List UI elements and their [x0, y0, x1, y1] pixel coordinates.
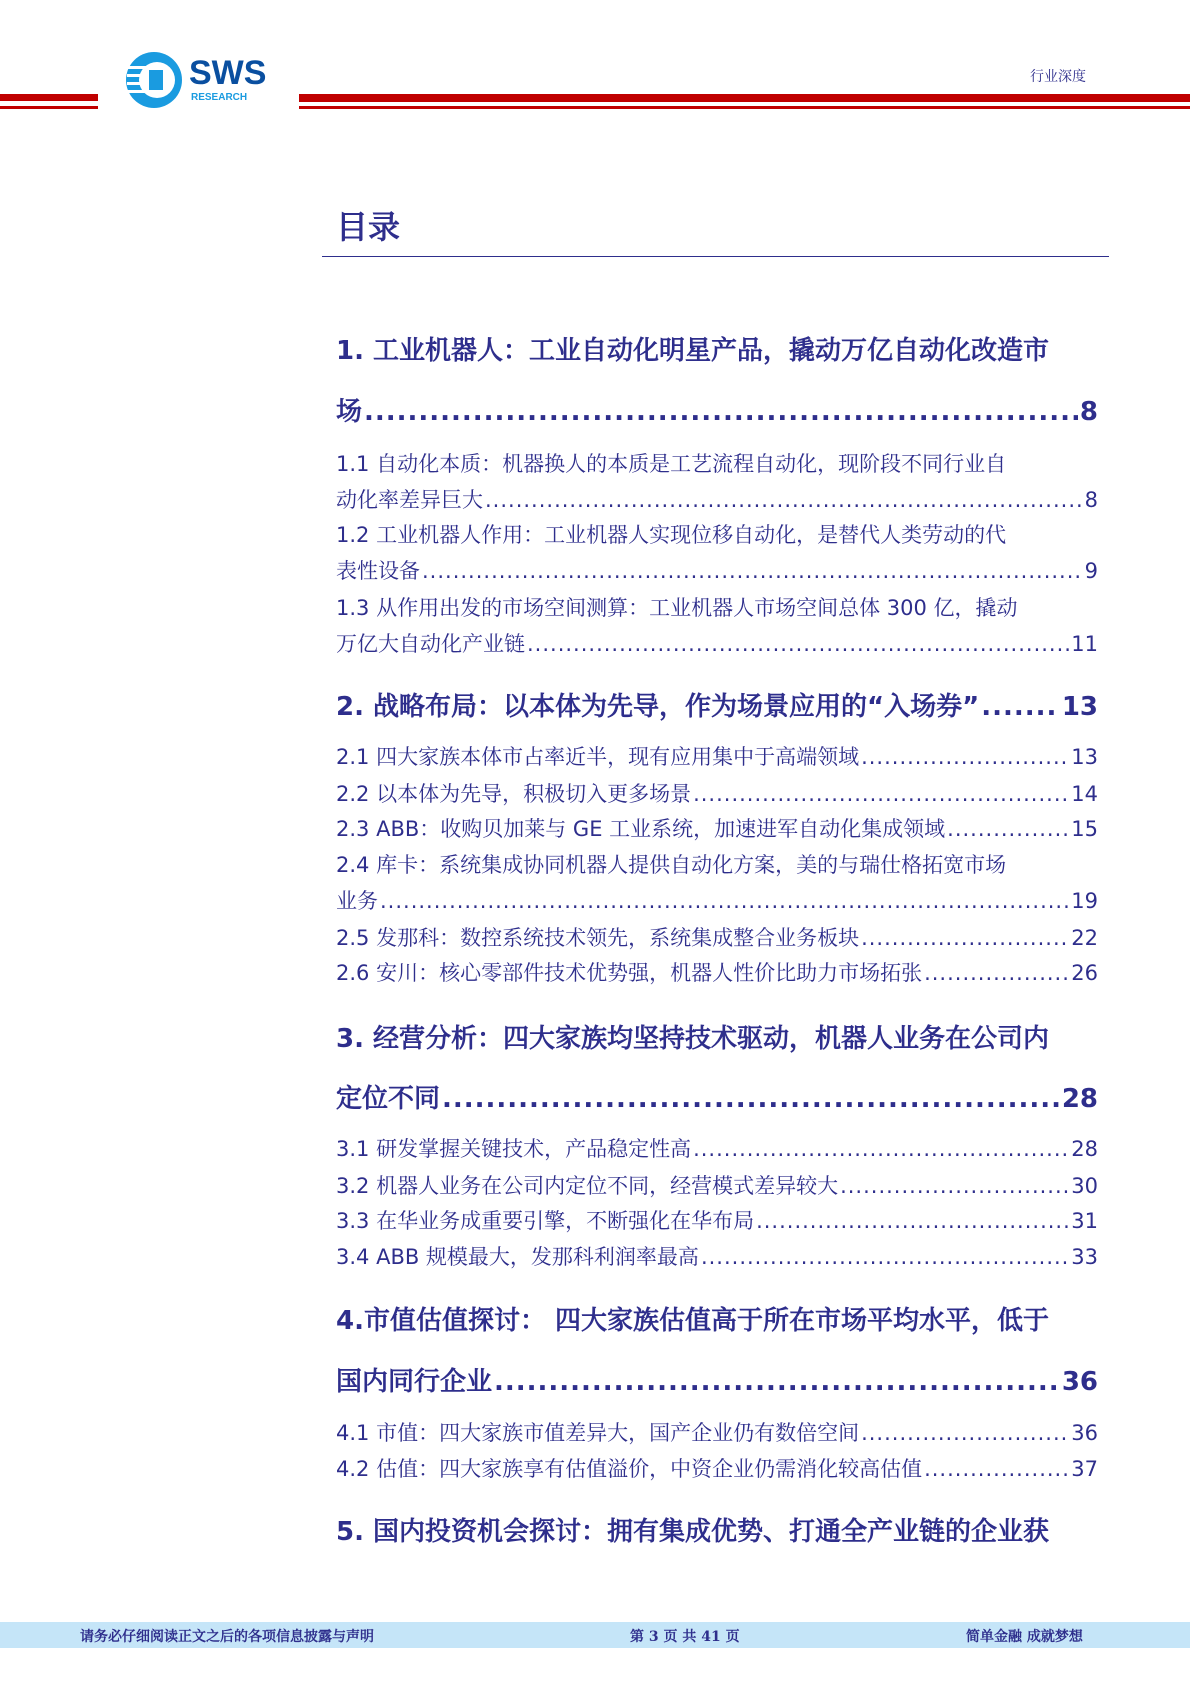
toc-entry[interactable] [336, 1205, 1098, 1235]
toc-entry-title: 1. 工业机器人：工业自动化明星产品，撬动万亿自动化改造市 [336, 336, 1050, 366]
toc-entry-title: 3. 经营分析：四大家族均坚持技术驱动，机器人业务在公司内 [336, 1024, 1050, 1054]
toc-page-number: 9 [1084, 559, 1098, 583]
toc-entry[interactable] [336, 741, 1098, 771]
toc-entry[interactable] [336, 813, 1098, 843]
toc-entry-title: 2.4 库卡：系统集成协同机器人提供自动化方案，美的与瑞仕格拓宽市场 [336, 853, 1007, 877]
toc-entry-title: 4.1 市值：四大家族市值差异大，国产企业仍有数倍空间 [336, 1421, 860, 1445]
footer-page-info: 第 3 页 共 41 页 [630, 1629, 740, 1645]
toc-entry[interactable] [336, 686, 1098, 726]
footer-slogan: 简单金融 成就梦想 [966, 1629, 1083, 1645]
toc-entry-title: 动化率差异巨大 [336, 488, 483, 512]
dot-leader [840, 1174, 1069, 1198]
toc-page-number: 8 [1084, 488, 1098, 512]
toc-entry-title: 场 [336, 397, 363, 427]
toc-entry-title: 万亿大自动化产业链 [336, 632, 525, 656]
toc-entry[interactable] [336, 1078, 1098, 1118]
toc-page-number: 13 [1071, 745, 1098, 769]
dot-leader [981, 692, 1060, 722]
toc-page-number: 28 [1071, 1137, 1098, 1161]
toc-entry-title: 4.市值估值探讨： 四大家族估值高于所在市场平均水平，低于 [336, 1306, 1050, 1336]
toc-page-number: 11 [1071, 632, 1098, 656]
dot-leader [380, 889, 1069, 913]
toc-page-number: 33 [1071, 1245, 1098, 1269]
toc-entry-title: 2.5 发那科：数控系统技术领先，系统集成整合业务板块 [336, 926, 860, 950]
header-bar-left-thin [0, 106, 98, 109]
dot-leader [494, 1367, 1060, 1397]
dot-leader [422, 559, 1083, 583]
toc-entry[interactable] [336, 1361, 1098, 1401]
toc-entry[interactable] [336, 922, 1098, 952]
toc-entry[interactable] [336, 391, 1098, 431]
dot-leader [442, 1084, 1060, 1114]
toc-entry-line[interactable] [336, 519, 1098, 549]
toc-entry-title: 3.2 机器人业务在公司内定位不同，经营模式差异较大 [336, 1174, 839, 1198]
toc-entry[interactable] [336, 1453, 1098, 1483]
dot-leader [701, 1245, 1069, 1269]
toc-page-number: 36 [1071, 1421, 1098, 1445]
toc-page-number: 31 [1071, 1209, 1098, 1233]
toc-title: 目录 [336, 208, 401, 246]
logo-subtext: RESEARCH [191, 92, 248, 103]
dot-leader [364, 397, 1078, 427]
toc-entry-title: 定位不同 [336, 1084, 441, 1114]
logo-text: SWS [189, 54, 267, 92]
toc-entry-title: 5. 国内投资机会探讨：拥有集成优势、打通全产业链的企业获 [336, 1517, 1050, 1547]
dot-leader [693, 782, 1069, 806]
toc-page-number: 22 [1071, 926, 1098, 950]
toc-entry[interactable] [336, 1511, 1098, 1551]
toc-entry-title: 3.3 在华业务成重要引擎，不断强化在华布局 [336, 1209, 755, 1233]
toc-entry-title: 2.2 以本体为先导，积极切入更多场景 [336, 782, 692, 806]
toc-entry-title: 4.2 估值：四大家族享有估值溢价，中资企业仍需消化较高估值 [336, 1457, 923, 1481]
dot-leader [947, 817, 1069, 841]
header-bar-right-thick [299, 94, 1190, 102]
toc-entry-title: 1.1 自动化本质：机器换人的本质是工艺流程自动化，现阶段不同行业自 [336, 452, 1007, 476]
toc-entry[interactable] [336, 1133, 1098, 1163]
toc-entry-line[interactable] [336, 330, 1098, 370]
dot-leader [861, 926, 1069, 950]
dot-leader [527, 632, 1069, 656]
toc-entry-title: 3.1 研发掌握关键技术，产品稳定性高 [336, 1137, 692, 1161]
dot-leader [756, 1209, 1069, 1233]
toc-entry[interactable] [336, 555, 1098, 585]
toc-entry-title: 3.4 ABB 规模最大，发那科利润率最高 [336, 1245, 699, 1269]
toc-entry-line[interactable] [336, 849, 1098, 879]
toc-entry-title: 国内同行企业 [336, 1367, 493, 1397]
toc-entry[interactable] [336, 484, 1098, 514]
toc-entry-title: 1.3 从作用出发的市场空间测算：工业机器人市场空间总体 300 亿，撬动 [336, 596, 1018, 620]
toc-page-number: 15 [1071, 817, 1098, 841]
toc-entry[interactable] [336, 1241, 1098, 1271]
dot-leader [924, 961, 1069, 985]
dot-leader [861, 1421, 1069, 1445]
header-bar-left-thick [0, 94, 98, 101]
toc-entry-title: 业务 [336, 889, 378, 913]
toc-entry[interactable] [336, 628, 1098, 658]
toc-entry-title: 2.3 ABB：收购贝加莱与 GE 工业系统，加速进军自动化集成领域 [336, 817, 946, 841]
toc-entry[interactable] [336, 778, 1098, 808]
toc-page-number: 37 [1071, 1457, 1098, 1481]
toc-page-number: 36 [1061, 1367, 1098, 1397]
sws-logo [125, 50, 275, 110]
toc-entry-title: 表性设备 [336, 559, 420, 583]
toc-entry-title: 2. 战略布局：以本体为先导，作为场景应用的“入场券” [336, 692, 980, 722]
toc-entry[interactable] [336, 1170, 1098, 1200]
toc-entry-title: 1.2 工业机器人作用：工业机器人实现位移自动化，是替代人类劳动的代 [336, 523, 1007, 547]
toc-entry-title: 2.1 四大家族本体市占率近半，现有应用集中于高端领域 [336, 745, 860, 769]
toc-entry-title: 2.6 安川：核心零部件技术优势强，机器人性价比助力市场拓张 [336, 961, 923, 985]
toc-entry[interactable] [336, 957, 1098, 987]
toc-entry-line[interactable] [336, 592, 1098, 622]
dot-leader [924, 1457, 1069, 1481]
dot-leader [861, 745, 1069, 769]
toc-page-number: 13 [1061, 692, 1098, 722]
toc-page-number: 19 [1071, 889, 1098, 913]
footer-disclaimer: 请务必仔细阅读正文之后的各项信息披露与声明 [80, 1629, 374, 1645]
header-bar-right-thin [299, 106, 1190, 109]
toc-page-number: 26 [1071, 961, 1098, 985]
toc-entry-line[interactable] [336, 448, 1098, 478]
footer-bar [0, 1622, 1190, 1648]
dot-leader [693, 1137, 1069, 1161]
toc-entry-line[interactable] [336, 1018, 1098, 1058]
toc-page-number: 30 [1071, 1174, 1098, 1198]
toc-page-number: 8 [1079, 397, 1098, 427]
toc-entry[interactable] [336, 885, 1098, 915]
toc-page-number: 14 [1071, 782, 1098, 806]
toc-page-number: 28 [1061, 1084, 1098, 1114]
dot-leader [485, 488, 1083, 512]
toc-entry-line[interactable] [336, 1300, 1098, 1340]
toc-divider [322, 256, 1109, 257]
document-type-label: 行业深度 [1030, 69, 1086, 85]
toc-entry[interactable] [336, 1417, 1098, 1447]
